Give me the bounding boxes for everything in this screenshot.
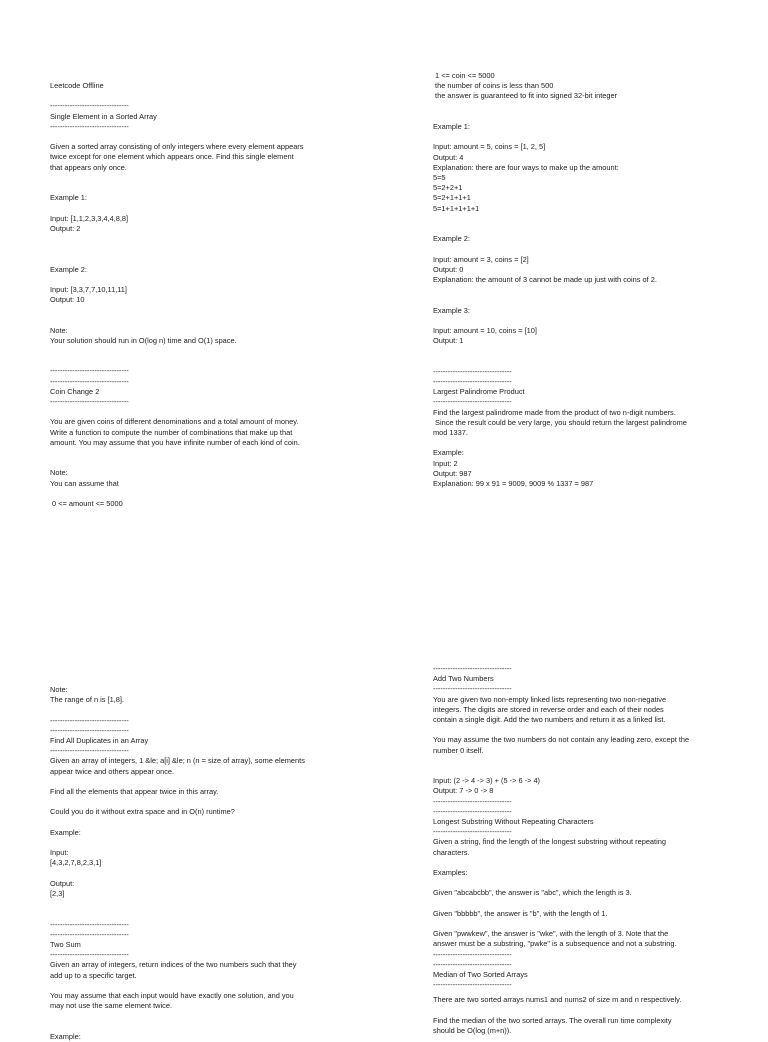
problem-description: Since the result could be very large, you should return the largest palindrome — [433, 417, 687, 427]
problem-description: Given a string, find the length of the longest substring without repeating — [433, 837, 666, 847]
note-text: The range of n is [1,8]. — [50, 695, 124, 705]
problem-description: Find the largest palindrome made from the product of two n-digit numbers. — [433, 407, 676, 417]
bottom-left-column — [50, 685, 340, 1042]
example-output: Output: 4 — [433, 152, 464, 162]
problem-heading: Find All Duplicates in an Array — [50, 736, 149, 745]
divider: -------------------------------- — [50, 366, 129, 376]
divider: -------------------------------- — [50, 397, 129, 407]
problem-description: characters. — [433, 847, 470, 857]
problem-heading: Two Sum — [50, 939, 81, 949]
examples-label: Examples: — [433, 868, 468, 877]
problem-heading: Single Element in a Sorted Array — [50, 111, 157, 121]
note-label: Note: — [50, 685, 68, 694]
problem-heading: Add Two Numbers — [433, 674, 494, 684]
example-text: Given "pwwkew", the answer is "wke", with the length of 3. Note that the — [433, 929, 669, 939]
example-input-label: Input: — [50, 848, 69, 858]
problem-heading: Largest Palindrome Product — [433, 387, 525, 397]
example-input: Input: amount = 5, coins = [1, 2, 5] — [433, 142, 546, 152]
divider: -------------------------------- — [50, 376, 129, 386]
note-text: Your solution should run in O(log n) time and O(1) space. — [50, 335, 237, 345]
divider: -------------------------------- — [50, 746, 129, 756]
divider: -------------------------------- — [433, 684, 512, 694]
divider: -------------------------------- — [433, 980, 512, 990]
divider: -------------------------------- — [50, 929, 129, 939]
constraint: 0 <= amount <= 5000 — [50, 499, 123, 509]
example-explanation: Explanation: 99 x 91 = 9009, 9009 % 1337 = 987 — [433, 478, 594, 488]
divider: -------------------------------- — [433, 376, 512, 386]
problem-description: contain a single digit. Add the two numbers and return it as a linked list. — [433, 715, 666, 725]
divider: -------------------------------- — [50, 101, 129, 111]
example-text: Given "bbbbb", the answer is "b", with the length of 1. — [433, 908, 608, 918]
divider: -------------------------------- — [433, 366, 512, 376]
problem-description: You may assume that each input would have exactly one solution, and you — [50, 990, 294, 1000]
problem-description: appear twice and others appear once. — [50, 766, 175, 776]
example-label: Example 1: — [433, 121, 470, 131]
problem-description: Given an array of integers, 1 &le; a[i] &le; n (n = size of array), some elements — [50, 756, 305, 766]
problem-description: integers. The digits are stored in reverse order and each of their nodes — [433, 704, 664, 714]
problem-description: may not use the same element twice. — [50, 1001, 173, 1011]
example-label: Example 2: — [50, 264, 87, 274]
example-output: Output: 987 — [433, 468, 472, 478]
example-output: Output: 1 — [433, 336, 464, 346]
divider: -------------------------------- — [433, 949, 512, 959]
example-way: 5=2+1+1+1 — [433, 193, 471, 203]
divider: -------------------------------- — [50, 950, 129, 960]
example-way: 5=5 — [433, 172, 446, 182]
top-left-column — [50, 81, 340, 509]
example-text: answer must be a substring, "pwke" is a subsequence and not a substring. — [433, 939, 677, 949]
note-text: You can assume that — [50, 478, 119, 488]
example-input: Input: [3,3,7,7,10,11,11] — [50, 284, 127, 294]
example-output: Output: 0 — [433, 264, 464, 274]
divider: -------------------------------- — [433, 827, 512, 837]
example-input: Input: amount = 10, coins = [10] — [433, 325, 537, 335]
divider: -------------------------------- — [50, 919, 129, 929]
problem-description: add up to a specific target. — [50, 970, 137, 980]
divider: -------------------------------- — [433, 796, 512, 806]
problem-description: that appears only once. — [50, 162, 127, 172]
example-input: Input: [1,1,2,3,3,4,4,8,8] — [50, 213, 129, 223]
problem-description: mod 1337. — [433, 427, 468, 437]
example-input: Input: 2 — [433, 458, 458, 468]
divider: -------------------------------- — [50, 121, 129, 131]
example-way: 5=1+1+1+1+1 — [433, 203, 480, 213]
problem-heading: Coin Change 2 — [50, 386, 100, 396]
note-label: Note: — [50, 468, 68, 478]
divider: -------------------------------- — [433, 959, 512, 969]
problem-heading: Median of Two Sorted Arrays — [433, 969, 528, 979]
constraint: the answer is guaranteed to fit into signed 32-bit integer — [433, 91, 618, 101]
problem-description: You are given two non-empty linked lists representing two non-negative — [433, 694, 667, 704]
problem-description: twice except for one element which appears once. Find this single element — [50, 152, 294, 162]
problem-description: You are given coins of different denominations and a total amount of money. — [50, 417, 299, 427]
divider: -------------------------------- — [433, 664, 512, 673]
problem-heading: Longest Substring Without Repeating Characters — [433, 817, 594, 826]
example-way: 5=2+2+1 — [433, 183, 463, 193]
problem-description: amount. You may assume that you have infinite number of each kind of coin. — [50, 437, 300, 447]
example-text: Given "abcabcbb", the answer is "abc", which the length is 3. — [433, 888, 632, 898]
example-explanation: Explanation: there are four ways to make up the amount: — [433, 162, 619, 172]
divider: -------------------------------- — [433, 806, 512, 816]
problem-description: Write a function to compute the number of combinations that make up that — [50, 427, 293, 437]
top-page — [0, 0, 768, 512]
example-label: Example: — [50, 1031, 81, 1041]
problem-description: number 0 itself. — [433, 745, 484, 755]
example-explanation: Explanation: the amount of 3 cannot be made up just with coins of 2. — [433, 274, 657, 284]
divider: -------------------------------- — [50, 715, 129, 725]
constraint: the number of coins is less than 500 — [433, 81, 554, 91]
example-output: Output: 10 — [50, 295, 85, 305]
note-label: Note: — [50, 325, 68, 335]
example-input: Input: amount = 3, coins = [2] — [433, 254, 529, 264]
bottom-right-column — [433, 664, 733, 1036]
example-label: Example 1: — [50, 193, 87, 203]
example-output: Output: 2 — [50, 223, 81, 233]
problem-description: should be O(log (m+n)). — [433, 1025, 512, 1035]
document-title: Leetcode Offline — [50, 81, 104, 90]
problem-description: Find all the elements that appear twice in this array. — [50, 787, 219, 796]
example-input: Input: (2 -> 4 -> 3) + (5 -> 6 -> 4) — [433, 776, 541, 786]
example-output: [2,3] — [50, 888, 65, 898]
problem-description: You may assume the two numbers do not contain any leading zero, except the — [433, 735, 690, 745]
problem-description: There are two sorted arrays nums1 and nums2 of size m and n respectively. — [433, 995, 682, 1005]
example-input: [4,3,2,7,8,2,3,1] — [50, 858, 102, 868]
divider: -------------------------------- — [433, 397, 512, 407]
example-label: Example 3: — [433, 305, 470, 315]
divider: -------------------------------- — [50, 725, 129, 735]
example-output-label: Output: — [50, 878, 75, 888]
problem-description: Given an array of integers, return indices of the two numbers such that they — [50, 960, 297, 970]
top-right-column — [433, 71, 733, 489]
problem-description: Could you do it without extra space and in O(n) runtime? — [50, 807, 235, 817]
problem-description: Find the median of the two sorted arrays. The overall run time complexity — [433, 1015, 672, 1025]
example-output: Output: 7 -> 0 -> 8 — [433, 786, 494, 796]
example-label: Example: — [50, 827, 81, 837]
constraint: 1 <= coin <= 5000 — [433, 71, 495, 80]
bottom-page — [0, 512, 768, 1041]
example-label: Example 2: — [433, 234, 470, 244]
problem-description: Given a sorted array consisting of only integers where every element appears — [50, 142, 304, 152]
example-label: Example: — [433, 448, 464, 458]
